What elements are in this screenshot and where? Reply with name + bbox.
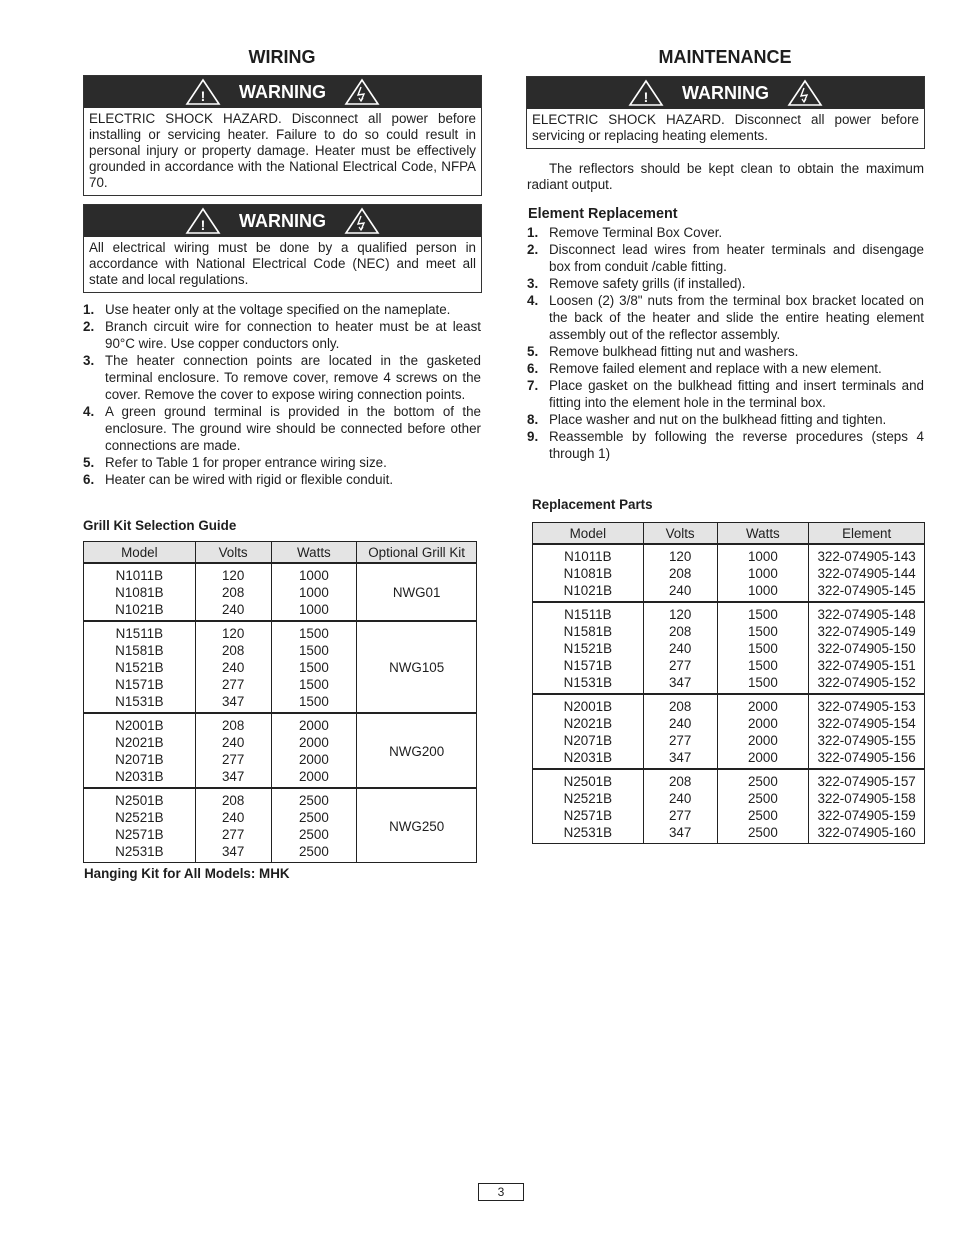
cell-value: 208 — [668, 624, 692, 639]
maintenance-intro: The reflectors should be kept clean to obtain the maximum radiant output. — [527, 161, 924, 192]
step-number: 8. — [527, 412, 539, 427]
cell-value: 2500 — [298, 827, 329, 842]
cell-value: 240 — [221, 660, 245, 675]
cell-value: 240 — [221, 810, 245, 825]
cell-value: 322-074905-154 — [817, 716, 916, 731]
cell-value: 208 — [221, 718, 245, 733]
cell-value: 277 — [221, 677, 245, 692]
cell-value: N1081B — [563, 566, 613, 581]
cell-value: N2521B — [115, 810, 164, 825]
maintenance-step — [527, 275, 924, 292]
table-row — [533, 602, 925, 694]
cell-value: 240 — [221, 602, 245, 617]
column-header: Watts — [717, 523, 809, 545]
table-cell-grill-kit — [357, 563, 477, 621]
caution-triangle-icon — [185, 78, 221, 106]
table-row-group — [84, 621, 477, 713]
warning-label: WARNING — [239, 210, 326, 231]
cell-value: 322-074905-156 — [817, 750, 916, 765]
wiring-step — [83, 352, 481, 403]
step-number: 7. — [527, 378, 539, 393]
cell-value: 2500 — [747, 791, 778, 806]
warning-label: WARNING — [239, 81, 326, 102]
cell-value: 1500 — [298, 626, 329, 641]
cell-value: 1000 — [747, 549, 778, 564]
step-number: 4. — [83, 404, 95, 419]
cell-value: N2071B — [115, 752, 164, 767]
table-cell-models — [533, 694, 644, 769]
cell-value: N2531B — [563, 825, 613, 840]
cell-value: 1000 — [747, 583, 778, 598]
cell-value: 208 — [221, 585, 245, 600]
maintenance-step — [527, 343, 924, 360]
cell-value: 322-074905-148 — [817, 607, 916, 622]
step-text: The heater connection points are located in the gasketed terminal enclosure. To remove cover, remove 4 screws on the cover. Remove the cover to expose wiring connection points. — [105, 353, 481, 402]
table-row — [533, 769, 925, 844]
page-number: 3 — [478, 1183, 524, 1201]
cell-value: N2031B — [563, 750, 613, 765]
column-header: Watts — [271, 542, 357, 564]
cell-value: N1021B — [563, 583, 613, 598]
cell-value: 322-074905-155 — [817, 733, 916, 748]
svg-text:!: ! — [200, 217, 206, 233]
cell-value: N1581B — [115, 643, 164, 658]
cell-value: 2000 — [298, 718, 329, 733]
step-text: Heater can be wired with rigid or flexible conduit. — [105, 472, 394, 487]
svg-text:!: ! — [200, 88, 206, 104]
table-cell-volts — [643, 769, 717, 844]
grill-kit-table — [83, 541, 477, 863]
cell-value: 277 — [221, 827, 245, 842]
table-cell-models — [84, 621, 196, 713]
cell-value: 120 — [668, 607, 692, 622]
cell-value: 208 — [221, 793, 245, 808]
step-number: 6. — [527, 361, 539, 376]
table-cell-watts — [717, 602, 809, 694]
cell-value: 1000 — [298, 585, 329, 600]
cell-value: 322-074905-160 — [817, 825, 916, 840]
table-row — [84, 563, 477, 621]
cell-value: 2500 — [747, 774, 778, 789]
column-header: Model — [84, 542, 196, 564]
cell-value: 322-074905-151 — [817, 658, 916, 673]
step-number: 9. — [527, 429, 539, 444]
cell-value: 240 — [668, 716, 692, 731]
svg-text:!: ! — [643, 89, 649, 105]
table-cell-models — [533, 769, 644, 844]
column-header: Model — [533, 523, 644, 545]
wiring-step — [83, 318, 481, 352]
cell-value: 347 — [668, 750, 692, 765]
step-text: Refer to Table 1 for proper entrance wiring size. — [105, 455, 387, 470]
cell-value: NWG250 — [389, 818, 445, 834]
wiring-step — [83, 471, 481, 488]
table-cell-volts — [643, 694, 717, 769]
step-text: Place washer and nut on the bulkhead fitting and tighten. — [549, 412, 887, 427]
table-cell-watts — [717, 694, 809, 769]
maintenance-step — [527, 224, 924, 241]
cell-value: N1531B — [115, 694, 164, 709]
step-text: Loosen (2) 3/8" nuts from the terminal box bracket located on the back of the heater and slide the entire heating element assembly out of the reflector assembly. — [549, 293, 924, 342]
cell-value: N2531B — [115, 844, 164, 859]
table-cell-volts — [195, 713, 271, 788]
cell-value: N1021B — [115, 602, 164, 617]
electric-shock-icon — [344, 207, 380, 235]
cell-value: 1500 — [747, 624, 778, 639]
cell-value: 347 — [668, 825, 692, 840]
table-row-group — [533, 544, 925, 602]
cell-value: 322-074905-152 — [817, 675, 916, 690]
table-row-group — [533, 694, 925, 769]
cell-value: 2500 — [298, 844, 329, 859]
step-number: 2. — [83, 319, 95, 334]
cell-value: 322-074905-158 — [817, 791, 916, 806]
electric-shock-icon — [787, 79, 823, 107]
cell-value: 120 — [221, 626, 245, 641]
cell-value: 2000 — [298, 769, 329, 784]
warning-header — [527, 77, 924, 109]
cell-value: 1500 — [747, 658, 778, 673]
warning-text: ELECTRIC SHOCK HAZARD. Disconnect all power before installing or servicing heater. Failure to do so could result in personal injury or property damage. Heater must be effectively grounded in accordance with the National Electrical Code, NFPA 70. — [89, 111, 476, 190]
cell-value: N1581B — [563, 624, 613, 639]
cell-value: 240 — [668, 791, 692, 806]
cell-value: 1000 — [298, 568, 329, 583]
cell-value: 322-074905-150 — [817, 641, 916, 656]
cell-value: 2500 — [298, 810, 329, 825]
table-cell-grill-kit — [357, 713, 477, 788]
cell-value: 322-074905-153 — [817, 699, 916, 714]
step-text: Remove failed element and replace with a new element. — [549, 361, 882, 376]
cell-value: 347 — [668, 675, 692, 690]
step-text: Disconnect lead wires from heater terminals and disengage box from conduit /cable fitting. — [549, 242, 924, 274]
table-cell-volts — [643, 602, 717, 694]
table-cell-models — [84, 713, 196, 788]
wiring-title: WIRING — [248, 47, 316, 67]
element-replacement-steps — [527, 224, 924, 462]
maintenance-step — [527, 292, 924, 343]
step-text: Remove safety grills (if installed). — [549, 276, 746, 291]
cell-value: N2001B — [115, 718, 164, 733]
warning-text: ELECTRIC SHOCK HAZARD. Disconnect all power before servicing or replacing heating elements. — [532, 112, 919, 143]
step-text: Reassemble by following the reverse procedures (steps 4 through 1) — [549, 429, 924, 461]
step-text: Remove Terminal Box Cover. — [549, 225, 723, 240]
maintenance-step — [527, 428, 924, 462]
cell-value: 322-074905-157 — [817, 774, 916, 789]
cell-value: 120 — [668, 549, 692, 564]
table-cell-models — [533, 602, 644, 694]
cell-value: 277 — [668, 658, 692, 673]
electric-shock-icon — [344, 78, 380, 106]
step-number: 6. — [83, 472, 95, 487]
cell-value: 1000 — [298, 602, 329, 617]
cell-value: N2501B — [115, 793, 164, 808]
caution-triangle-icon — [628, 79, 664, 107]
step-number: 3. — [83, 353, 95, 368]
table-row-group — [533, 769, 925, 844]
table-cell-element — [809, 694, 925, 769]
cell-value: 2000 — [747, 750, 778, 765]
step-number: 5. — [527, 344, 539, 359]
column-header: Element — [809, 523, 925, 545]
warning-text: All electrical wiring must be done by a qualified person in accordance with National Electrical Code (NEC) and meet all state and local regulations. — [89, 240, 476, 287]
cell-value: 1500 — [298, 643, 329, 658]
cell-value: N2521B — [563, 791, 613, 806]
wiring-steps-list — [83, 301, 481, 488]
element-replacement-title: Element Replacement — [528, 206, 678, 222]
cell-value: N2031B — [115, 769, 164, 784]
table-row-group — [84, 563, 477, 621]
step-text: A green ground terminal is provided in the bottom of the enclosure. The ground wire should be connected before other connections are made. — [105, 404, 481, 453]
table-cell-element — [809, 602, 925, 694]
cell-value: 322-074905-149 — [817, 624, 916, 639]
table-cell-grill-kit — [357, 788, 477, 863]
table-cell-watts — [717, 769, 809, 844]
column-header: Volts — [643, 523, 717, 545]
table-cell-volts — [643, 544, 717, 602]
maintenance-step — [527, 241, 924, 275]
cell-value: N1571B — [115, 677, 164, 692]
cell-value: 2500 — [747, 808, 778, 823]
hanging-kit-note: Hanging Kit for All Models: MHK — [84, 866, 290, 881]
cell-value: N2021B — [563, 716, 613, 731]
cell-value: 120 — [221, 568, 245, 583]
table-row-group — [84, 788, 477, 863]
cell-value: 2500 — [298, 793, 329, 808]
cell-value: N2571B — [115, 827, 164, 842]
step-number: 4. — [527, 293, 539, 308]
cell-value: 1500 — [747, 641, 778, 656]
wiring-warning-box-1 — [83, 75, 482, 196]
cell-value: 2000 — [747, 733, 778, 748]
cell-value: 2000 — [747, 716, 778, 731]
cell-value: N1571B — [563, 658, 613, 673]
table-row — [533, 694, 925, 769]
cell-value: NWG200 — [389, 743, 445, 759]
cell-value: 240 — [668, 641, 692, 656]
maintenance-title: MAINTENANCE — [658, 47, 792, 67]
step-text: Remove bulkhead fitting nut and washers. — [549, 344, 799, 359]
table-cell-volts — [195, 563, 271, 621]
cell-value: 208 — [668, 566, 692, 581]
cell-value: 208 — [668, 774, 692, 789]
cell-value: 208 — [668, 699, 692, 714]
warning-header — [84, 205, 481, 237]
table-cell-models — [533, 544, 644, 602]
cell-value: N2571B — [563, 808, 613, 823]
table-cell-grill-kit — [357, 621, 477, 713]
table-cell-volts — [195, 621, 271, 713]
maintenance-warning-box — [526, 76, 925, 149]
step-number: 1. — [83, 302, 95, 317]
cell-value: 240 — [668, 583, 692, 598]
replacement-parts-table — [532, 522, 925, 844]
step-number: 5. — [83, 455, 95, 470]
cell-value: 1500 — [298, 660, 329, 675]
cell-value: N1011B — [564, 549, 612, 564]
maintenance-step — [527, 360, 924, 377]
table-cell-volts — [195, 788, 271, 863]
wiring-step — [83, 403, 481, 454]
cell-value: N1511B — [115, 626, 164, 641]
cell-value: 277 — [668, 733, 692, 748]
step-number: 2. — [527, 242, 539, 257]
cell-value: 347 — [221, 844, 245, 859]
cell-value: 2000 — [298, 752, 329, 767]
step-text: Branch circuit wire for connection to heater must be at least 90°C wire. Use copper conductors only. — [105, 319, 481, 351]
table-row — [84, 713, 477, 788]
cell-value: 322-074905-143 — [817, 549, 916, 564]
table-cell-watts — [271, 713, 357, 788]
cell-value: 277 — [668, 808, 692, 823]
replacement-parts-title: Replacement Parts — [532, 497, 653, 512]
table-cell-element — [809, 544, 925, 602]
cell-value: 1500 — [747, 675, 778, 690]
cell-value: 347 — [221, 694, 245, 709]
cell-value: N1081B — [115, 585, 164, 600]
cell-value: N1011B — [115, 568, 164, 583]
cell-value: N1511B — [564, 607, 612, 622]
grill-guide-title: Grill Kit Selection Guide — [83, 518, 237, 533]
table-cell-watts — [717, 544, 809, 602]
cell-value: N2001B — [563, 699, 613, 714]
maintenance-step — [527, 411, 924, 428]
step-text: Use heater only at the voltage specified on the nameplate. — [105, 302, 451, 317]
cell-value: 240 — [221, 735, 245, 750]
cell-value: NWG01 — [392, 585, 441, 600]
wiring-step — [83, 454, 481, 471]
column-header: Optional Grill Kit — [357, 542, 477, 564]
table-cell-models — [84, 563, 196, 621]
cell-value: N1521B — [115, 660, 164, 675]
cell-value: N1521B — [563, 641, 613, 656]
cell-value: N2071B — [563, 733, 613, 748]
table-row-group — [84, 713, 477, 788]
table-cell-watts — [271, 621, 357, 713]
column-header: Volts — [195, 542, 271, 564]
step-number: 3. — [527, 276, 539, 291]
warning-label: WARNING — [682, 82, 769, 103]
cell-value: N2501B — [563, 774, 613, 789]
table-cell-models — [84, 788, 196, 863]
cell-value: NWG105 — [389, 660, 445, 675]
cell-value: N1531B — [563, 675, 613, 690]
cell-value: 322-074905-145 — [817, 583, 916, 598]
cell-value: 2500 — [747, 825, 778, 840]
maintenance-step — [527, 377, 924, 411]
cell-value: 1500 — [747, 607, 778, 622]
cell-value: 322-074905-159 — [817, 808, 916, 823]
table-row-group — [533, 602, 925, 694]
cell-value: 277 — [221, 752, 245, 767]
table-cell-element — [809, 769, 925, 844]
table-cell-watts — [271, 563, 357, 621]
cell-value: N2021B — [115, 735, 164, 750]
step-number: 1. — [527, 225, 539, 240]
wiring-step — [83, 301, 481, 318]
table-row — [84, 621, 477, 713]
cell-value: 2000 — [298, 735, 329, 750]
cell-value: 2000 — [747, 699, 778, 714]
cell-value: 208 — [221, 643, 245, 658]
table-cell-watts — [271, 788, 357, 863]
caution-triangle-icon — [185, 207, 221, 235]
cell-value: 347 — [221, 769, 245, 784]
warning-header — [84, 76, 481, 108]
cell-value: 322-074905-144 — [817, 566, 916, 581]
table-row — [533, 544, 925, 602]
wiring-warning-box-2 — [83, 204, 482, 293]
step-text: Place gasket on the bulkhead fitting and insert terminals and fitting into the element hole in the terminal box. — [549, 378, 924, 410]
cell-value: 1000 — [747, 566, 778, 581]
table-row — [84, 788, 477, 863]
cell-value: 1500 — [298, 677, 329, 692]
cell-value: 1500 — [298, 694, 329, 709]
